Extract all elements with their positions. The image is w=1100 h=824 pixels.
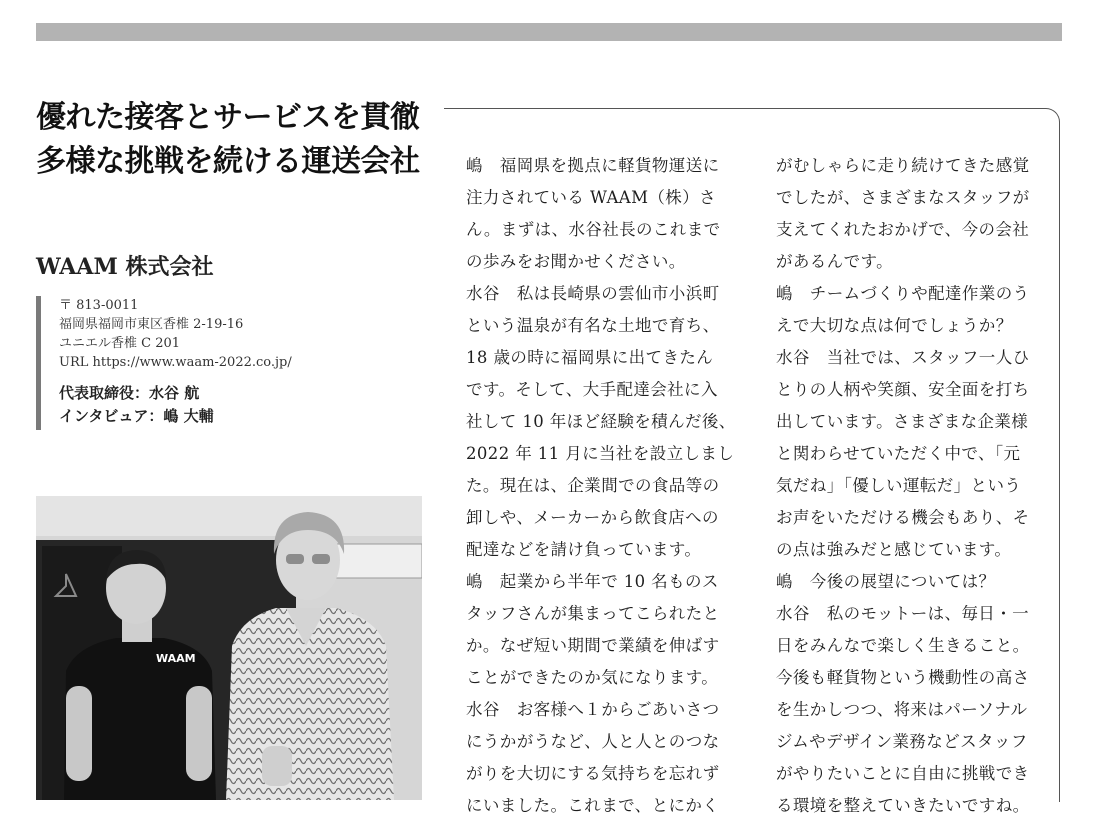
text-line: ジムやデザイン業務などスタッフ	[776, 732, 1028, 751]
text-line: タッフさんが集まってこられたと	[466, 604, 720, 623]
text-line: 嶋 起業から半年で 10 名ものス	[466, 572, 719, 591]
text-line: がむしゃらに走り続けてきた感覚	[776, 156, 1030, 175]
text-line: 水谷 私は長崎県の雲仙市小浜町	[466, 284, 720, 303]
headline-line: 多様な挑戦を続ける運送会社	[36, 144, 420, 179]
company-info	[36, 296, 292, 430]
text-line: えで大切な点は何でしょうか？	[776, 316, 1013, 335]
text-line: 18 歳の時に福岡県に出てきたん	[466, 348, 714, 367]
photo-person-left-arm-left	[66, 686, 92, 781]
portrait-photo	[36, 496, 422, 800]
text-line: 気だね」「優しい運転だ」という	[776, 476, 1022, 495]
text-line: 出しています。さまざまな企業様	[776, 412, 1029, 431]
text-line: ことができたのか気になります。	[466, 668, 719, 687]
photo-person-right-glasses-left	[286, 554, 304, 564]
text-line: にうかがうなど、人と人とのつな	[466, 732, 720, 751]
text-line: 卸しや、メーカーから飲食店への	[466, 508, 719, 527]
text-line: お声をいただける機会もあり、そ	[776, 508, 1030, 527]
interview-column-2	[776, 150, 1046, 822]
article-frame-top-line	[444, 108, 1044, 109]
text-line: 嶋 チームづくりや配達作業のう	[776, 284, 1030, 303]
text-line: ん。まずは、水谷社長のこれまで	[466, 220, 721, 239]
text-line: 水谷 当社では、スタッフ一人ひ	[776, 348, 1030, 367]
photo-ceiling	[36, 496, 422, 536]
article-frame-corner	[1036, 108, 1060, 132]
company-name: WAAM 株式会社	[36, 254, 214, 280]
text-line: と関わらせていただく中で、「元	[776, 444, 1021, 463]
text-line: 社して 10 年ほど経験を積んだ後、	[466, 412, 736, 431]
text-line: 支えてくれたおかげで、今の会社	[776, 220, 1030, 239]
photo-air-conditioner	[336, 544, 422, 578]
company-address	[59, 296, 292, 372]
header-rule	[36, 23, 1062, 41]
photo-person-left-arm-right	[186, 686, 212, 781]
photo-person-right-glasses-right	[312, 554, 330, 564]
text-line: た。現在は、企業間での食品等の	[466, 476, 720, 495]
interviewer: インタビュア：嶋 大輔	[59, 407, 214, 425]
building-line: ユニエル香椎 C 201	[59, 336, 181, 351]
text-line: か。なぜ短い期間で業績を伸ばす	[466, 636, 720, 655]
text-line: 嶋 今後の展望については？	[776, 572, 996, 591]
website-url: URL https://www.waam-2022.co.jp/	[59, 355, 292, 370]
photo-illustration	[36, 496, 422, 800]
text-line: 水谷 私のモットーは、毎日・一	[776, 604, 1030, 623]
interview-column-1	[466, 150, 736, 822]
headline-line: 優れた接客とサービスを貫徹	[36, 100, 420, 135]
text-line: 今後も軽貨物という機動性の高さ	[776, 668, 1030, 687]
text-line: 注力されている WAAM（株）さ	[466, 188, 717, 207]
text-line: という温泉が有名な土地で育ち、	[466, 316, 720, 335]
article-headline	[36, 96, 436, 184]
text-line: る環境を整えていきたいですね。	[776, 796, 1030, 815]
text-line: があるんです。	[776, 252, 893, 271]
text-line: 日をみんなで楽しく生きること。	[776, 636, 1030, 655]
representative: 代表取締役：水谷 航	[59, 384, 200, 402]
text-line: でしたが、さまざまなスタッフが	[776, 188, 1030, 207]
text-line: にいました。これまで、とにかく	[466, 796, 720, 815]
text-line: 水谷 お客様へ１からごあいさつ	[466, 700, 720, 719]
text-line: とりの人柄や笑顔、安全面を打ち	[776, 380, 1030, 399]
people-info	[59, 382, 292, 428]
text-line: 配達などを請け負っています。	[466, 540, 702, 559]
text-line: の歩みをお聞かせください。	[466, 252, 686, 271]
text-line: がやりたいことに自由に挑戦でき	[776, 764, 1030, 783]
text-line: の点は強みだと感じています。	[776, 540, 1012, 559]
photo-shirt-logo: WAAM	[156, 652, 196, 665]
text-line: 嶋 福岡県を拠点に軽貨物運送に	[466, 156, 720, 175]
text-line: を生かしつつ、将来はパーソナル	[776, 700, 1028, 719]
postal-code: 〒 813-0011	[59, 298, 139, 313]
text-line: 2022 年 11 月に当社を設立しまし	[466, 444, 735, 463]
text-line: です。そして、大手配達会社に入	[466, 380, 718, 399]
address-line: 福岡県福岡市東区香椎 2-19-16	[59, 317, 244, 332]
text-line: がりを大切にする気持ちを忘れず	[466, 764, 720, 783]
photo-person-right-hands	[262, 746, 292, 786]
article-frame-right-line	[1059, 130, 1060, 802]
